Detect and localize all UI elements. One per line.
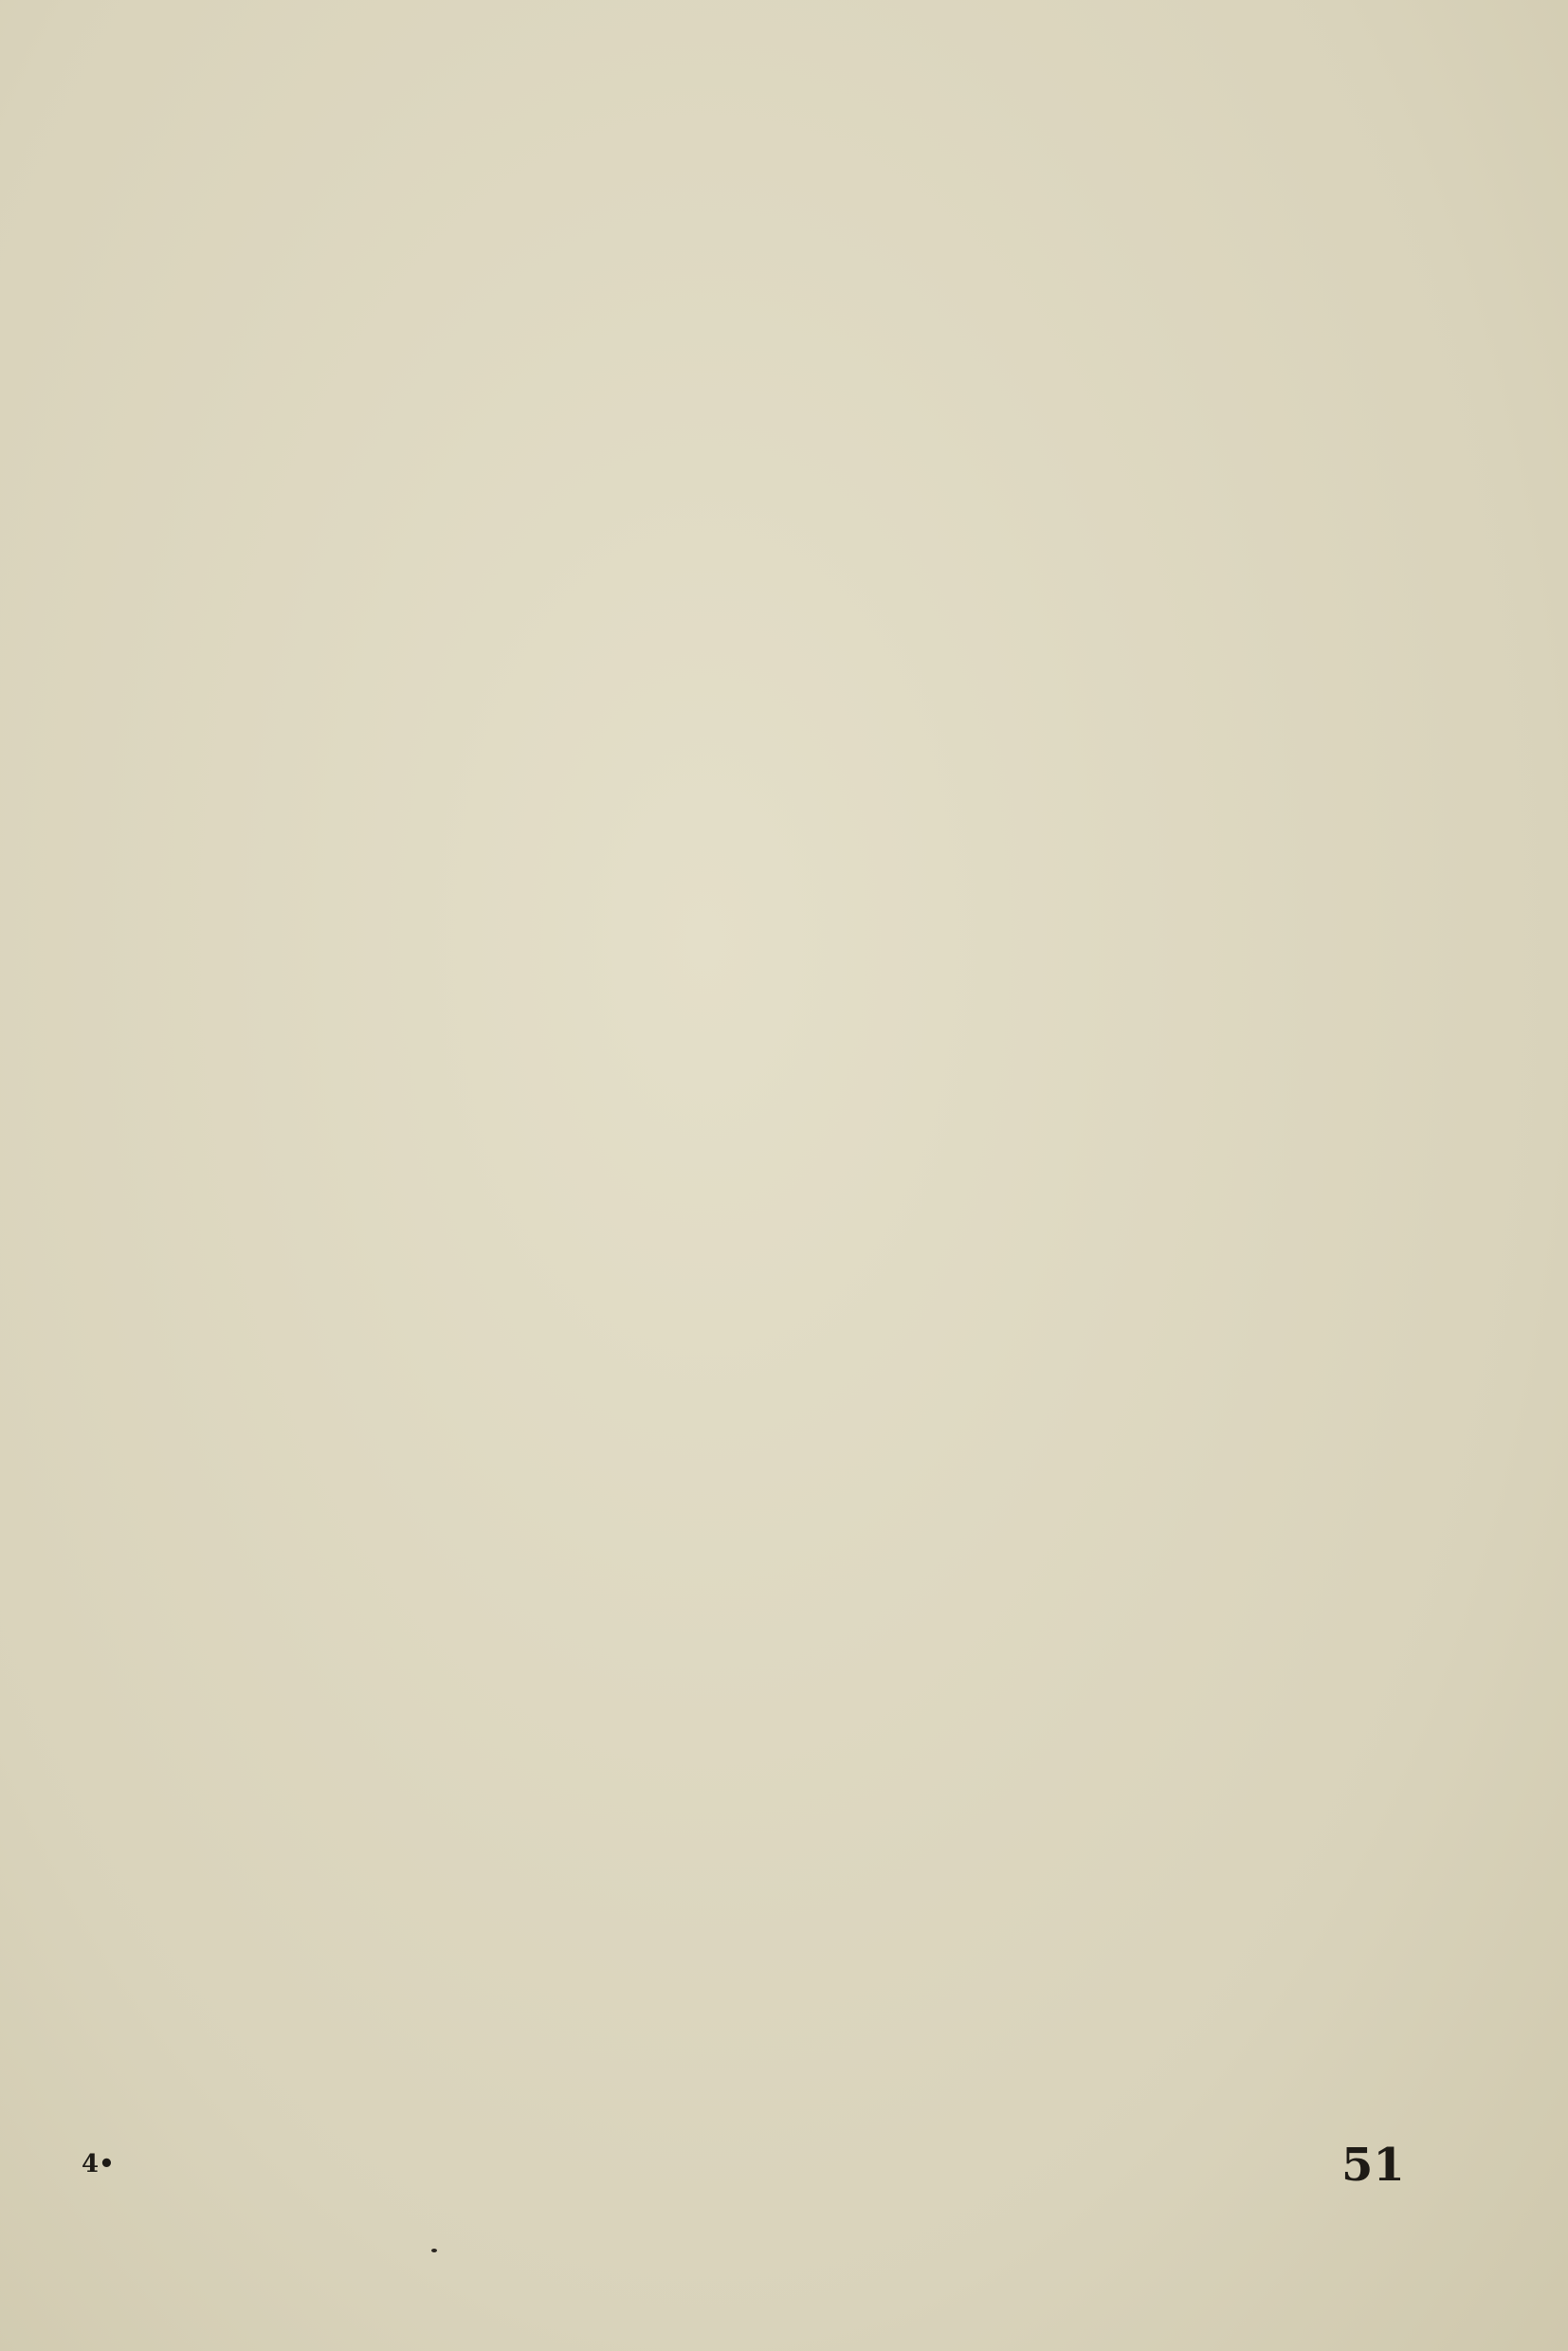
signature-mark: 4• xyxy=(82,2150,115,2178)
ink-speck xyxy=(431,2249,437,2252)
page-number: 51 xyxy=(1341,2139,1405,2192)
